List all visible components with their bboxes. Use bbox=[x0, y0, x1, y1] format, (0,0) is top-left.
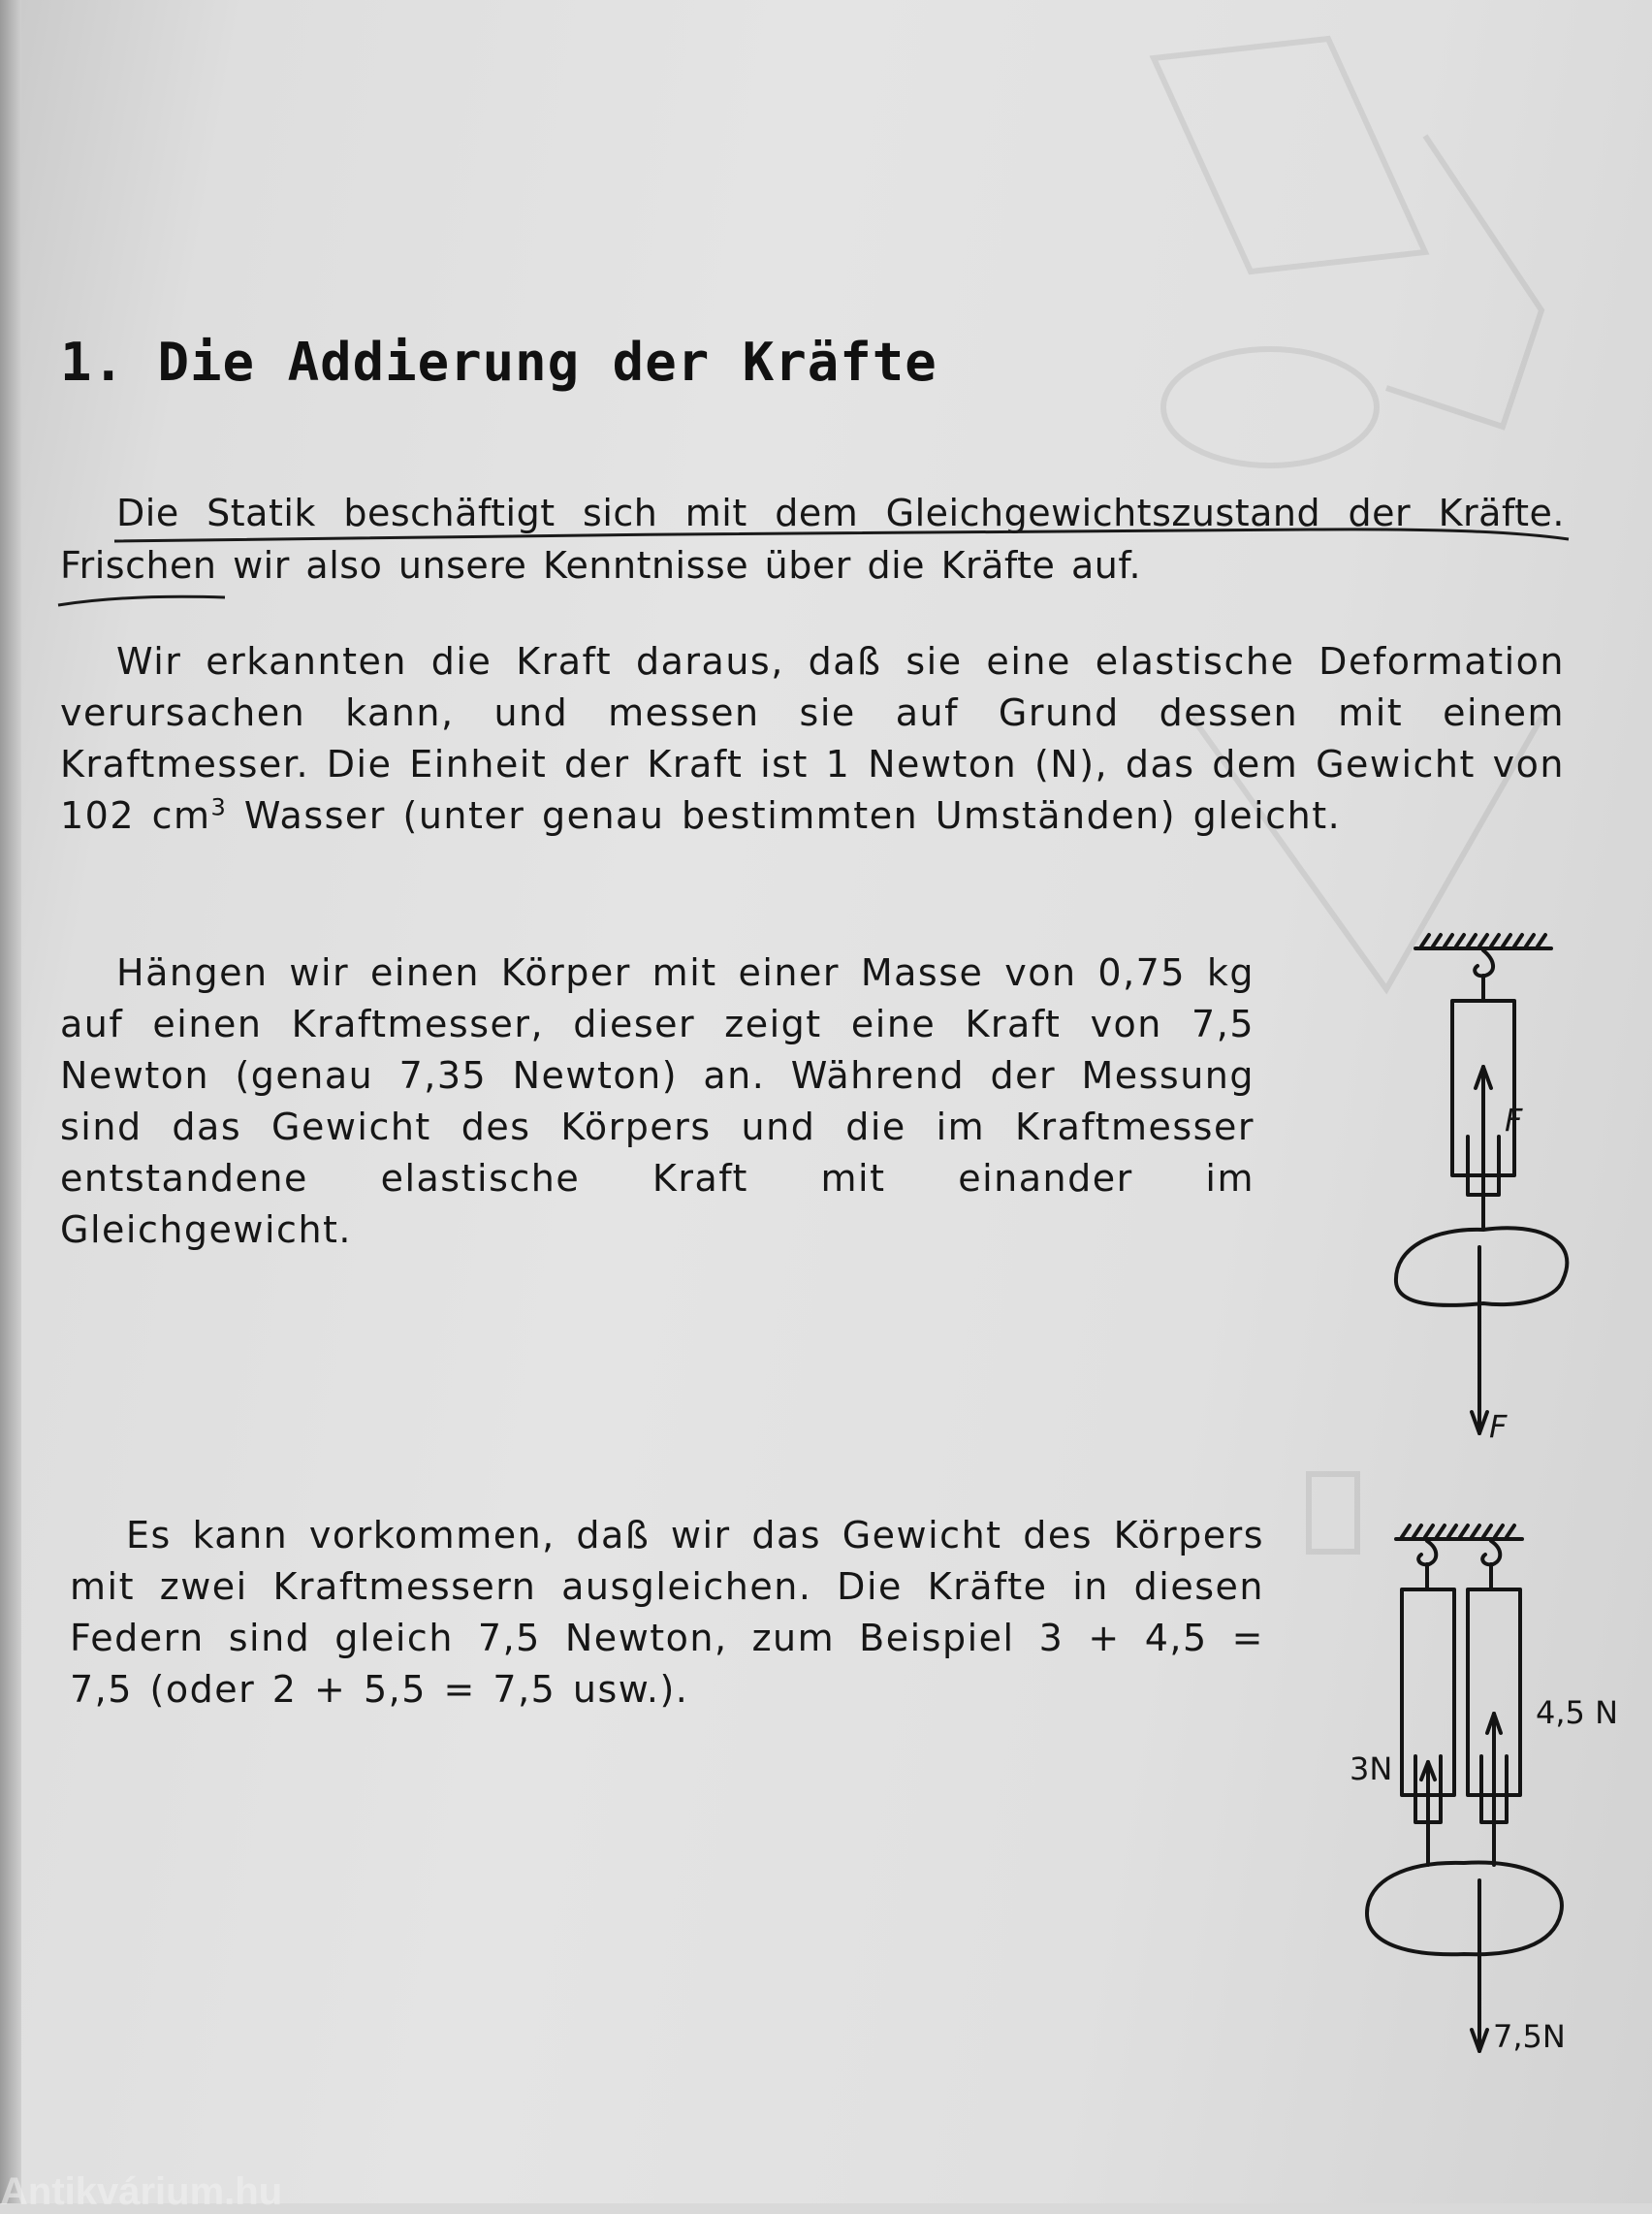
ceiling-hatch bbox=[1421, 935, 1545, 947]
paragraph-intro bbox=[60, 487, 1565, 592]
figure-single-spring-scale bbox=[1348, 921, 1619, 1455]
left-hook-icon bbox=[1418, 1541, 1436, 1564]
paragraph-intro-text: Die Statik beschäftigt sich mit dem Gleichgewichtszustand der Kräfte. Frischen wir also unsere Kenntnisse über die Kräfte auf. bbox=[60, 492, 1565, 587]
watermark: Antikvárium.hu bbox=[0, 2170, 283, 2213]
paragraph-force-unit bbox=[60, 636, 1565, 842]
left-force-label: 3N bbox=[1350, 1750, 1393, 1787]
spring-force-label: F bbox=[1505, 1102, 1523, 1139]
pen-underline-line-2 bbox=[58, 596, 225, 605]
page-binding-edge bbox=[0, 0, 21, 2203]
right-force-label: 4,5 N bbox=[1536, 1694, 1618, 1731]
hook-icon bbox=[1475, 950, 1493, 976]
body-shape bbox=[1396, 1228, 1567, 1305]
paragraph-single-spring bbox=[60, 947, 1255, 1256]
figure-two-spring-scales bbox=[1338, 1508, 1638, 2070]
paragraph-single-spring-text: Hängen wir einen Körper mit einer Masse von 0,75 kg auf einen Kraftmesser, dieser zeigt eine Kraft von 7,5 Newton (genau 7,35 Newton) an. Während der Messung sind das Gewicht des Körpers und die im Kraftmesser entstandene elastische Kraft mit einander im Gleichgewicht. bbox=[60, 951, 1255, 1251]
section-heading: 1. Die Addierung der Kräfte bbox=[60, 332, 937, 393]
paragraph-two-springs-text: Es kann vorkommen, daß wir das Gewicht des Körpers mit zwei Kraftmessern ausgleichen. Die Kräfte in diesen Federn sind gleich 7,5 Newton, zum Beispiel 3 + 4,5 = 7,5 (oder 2 + 5,5 = 7,5 usw.). bbox=[70, 1514, 1264, 1711]
ceiling-hatch bbox=[1402, 1525, 1514, 1537]
superscript-cube: 3 bbox=[210, 793, 228, 821]
weight-force-label: F bbox=[1489, 1408, 1508, 1445]
body-shape bbox=[1367, 1863, 1562, 1955]
paragraph-force-unit-text: Wir erkannten die Kraft daraus, daß sie eine elastische Deformation verursachen kann, und messen sie auf Grund dessen mit einem Kraftmesser. Die Einheit der Kraft ist 1 Newton (N), das dem Gewicht von 102 cm bbox=[60, 640, 1565, 837]
paragraph-force-unit-text-end: Wasser (unter genau bestimmten Umständen) gleicht. bbox=[227, 794, 1342, 837]
right-hook-icon bbox=[1482, 1541, 1500, 1564]
paragraph-two-springs bbox=[70, 1510, 1264, 1716]
weight-force-label: 7,5N bbox=[1493, 2018, 1566, 2055]
